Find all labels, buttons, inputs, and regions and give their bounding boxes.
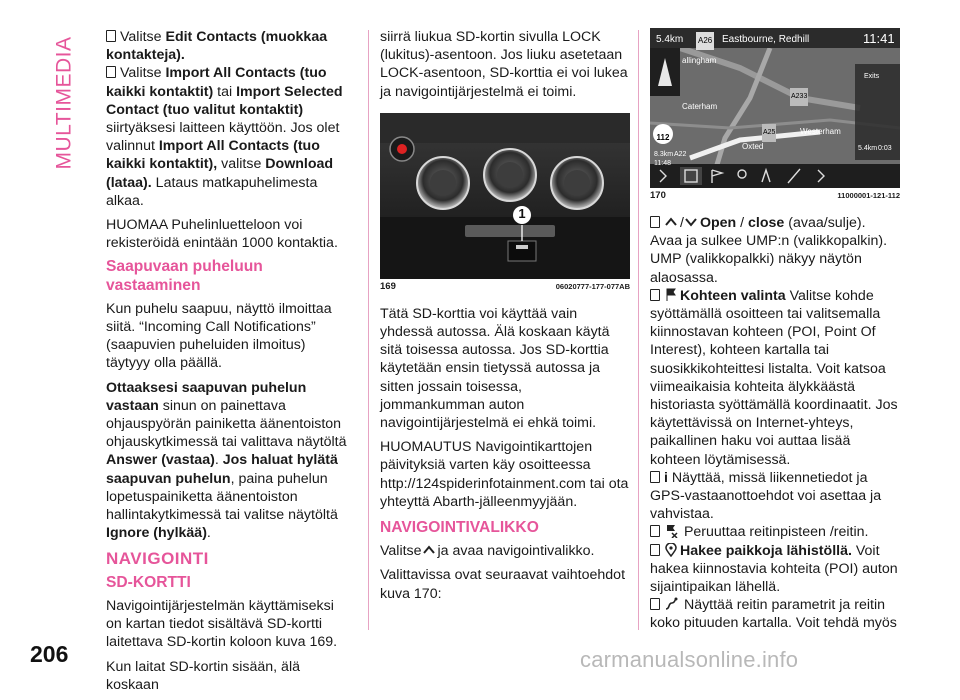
para-sd-2: Kun laitat SD-kortin sisään, älä koskaan	[106, 658, 300, 693]
para-answer-call: Ottaaksesi saapuvan puhelun vastaan sinun on painettava ohjauspyörän painiketta äänentoiston ohjauskytkimessä tai valittava näytöltä Answer (vastaa). Jos haluat hylätä saapuvan puhelun, paina puhelun lopetuspainiketta äänentoiston hallintakytkimessä tai valitse näytöltä Ignore (hylkää).	[106, 379, 347, 542]
bullet-nearby: Hakee paikkoja lähistöllä. Voit hakea kiinnostavia kohteita (POI) auton sijaintipaikan lähellä.	[650, 542, 898, 596]
figure-169-caption: 169 06020777-177-077AB	[380, 280, 630, 292]
para-options: Valittavissa ovat seuraavat vaihtoehdot kuva 170:	[380, 567, 626, 602]
column-2	[380, 28, 630, 609]
side-section-tab	[48, 28, 80, 178]
page-number: 206	[30, 641, 69, 667]
checkbox-icon	[106, 30, 116, 42]
figure-callout-1: 1	[518, 205, 526, 221]
column-divider	[368, 30, 369, 630]
bullet-info: i Näyttää, missä liikennetiedot ja GPS-vastaanottoehdot voi asettaa ja vahvistaa.	[650, 469, 882, 523]
checkbox-icon	[650, 216, 660, 228]
bullet-open-close: / Open / close (avaa/sulje). Avaa ja sulkee UMP:n (valikkopalkin). UMP (valikkopalkki) näkyy näytön alaosassa.	[650, 215, 888, 286]
note-phonebook: HUOMAA Puhelinluetteloon voi rekisteröidä enintään 1000 kontaktia.	[106, 217, 338, 252]
flag-cancel-icon	[664, 524, 678, 538]
column-1	[106, 28, 351, 700]
para-sd-lock: siirrä liukua SD-kortin sivulla LOCK (lukitus)-asentoon. Jos liuku asetetaan LOCK-asentoon, SD-korttia ei voi lukea ja navigointijärjestelmä ei toimi.	[380, 29, 628, 100]
para-open-menu: Valitse ja avaa navigointivalikko.	[380, 543, 595, 560]
route-icon	[664, 597, 678, 611]
chevron-up-icon	[422, 543, 436, 557]
para-map-update: HUOMAUTUS Navigointikarttojen päivityksiä varten käy osoitteessa http://124spiderinfotainment.com tai ota yhteyttä Abarth-jälleenmyyjään.	[380, 439, 629, 510]
checkbox-icon	[650, 471, 660, 483]
para-sd-1: Navigointijärjestelmän käyttämiseksi on kartan tiedot sisältävä SD-kortti laitettava SD-kortin koloon kuva 169.	[106, 597, 338, 651]
checkbox-icon	[650, 544, 660, 556]
chevron-up-icon	[664, 215, 678, 229]
checkbox-icon	[650, 598, 660, 610]
heading-sd-card: SD-KORTTI	[106, 573, 191, 591]
checkbox-icon	[106, 66, 116, 78]
bullet-route: Näyttää reitin parametrit ja reitin koko pituuden kartalla. Voit tehdä myös	[650, 597, 897, 632]
para-sd-one-car: Tätä SD-korttia voi käyttää vain yhdessä autossa. Älä koskaan käytä sitä toisessa autossa. Jos SD-korttia käytetään ensin tietyssä autossa ja sitten jossain toisessa, jommankumman auton navigointijärjestelmä ei ehkä toimi.	[380, 305, 610, 432]
bullet-destination: Kohteen valinta Valitse kohde syöttämällä osoitteen tai valitsemalla kiinnostavan kohteen (POI, Point Of Interest), kohteen kartalla tai suosikkikohteittesi listalta. Voit katsoa viimeaikaisia kohteita älykkäästä historiasta syöttämällä koordinaatit. Jos käytettävissä on Internet-yhteys, paikallinen haku voi auttaa lisää kohteen löytämisessä.	[650, 287, 898, 468]
watermark: carmanualsonline.info	[580, 647, 799, 672]
figure-170-nav-screen: 5.4km A26 Eastbourne, Redhill 11:41 Exits allingham Caterham Westerham Oxted A233 A25 A22 112 8.3km 11:48 5.4km 0:03	[650, 28, 900, 188]
heading-navigation: NAVIGOINTI	[106, 549, 209, 569]
dashboard-photo	[380, 113, 630, 279]
heading-incoming-call: Saapuvaan puheluun vastaaminen	[106, 258, 263, 294]
info-icon: i	[664, 469, 668, 486]
para-incoming-call: Kun puhelu saapuu, näyttö ilmoittaa siitä. “Incoming Call Notifications” (saapuvien puheluiden ilmoitus) täytyyy olla päällä.	[106, 300, 332, 372]
column-divider	[638, 30, 639, 630]
figure-169-sd-slot	[380, 113, 630, 279]
section-title: MULTIMEDIA	[52, 36, 76, 170]
bullet-edit-contacts: Valitse Edit Contacts (muokkaa kontakteja).	[106, 29, 328, 64]
chevron-down-icon	[684, 215, 698, 229]
figure-170-caption: 170 11000001-121-112	[650, 190, 900, 201]
heading-nav-menu: NAVIGOINTIVALIKKO	[380, 519, 539, 537]
checkbox-icon	[650, 289, 660, 301]
pin-icon	[664, 543, 678, 557]
flag-icon	[664, 288, 678, 302]
bullet-cancel-route: Peruuttaa reitinpisteen /reitin.	[650, 523, 900, 541]
column-3	[650, 28, 900, 633]
bullet-import-contacts: Valitse Import All Contacts (tuo kaikki kontaktit) tai Import Selected Contact (tuo valitut kontaktit) siirtyäksesi laitteen käyttöön. Jos olet valinnut Import All Contacts (tuo kaikki kontaktit), valitse Download (lataa). Lataus matkapuhelimesta alkaa.	[106, 65, 343, 209]
checkbox-icon	[650, 525, 660, 537]
